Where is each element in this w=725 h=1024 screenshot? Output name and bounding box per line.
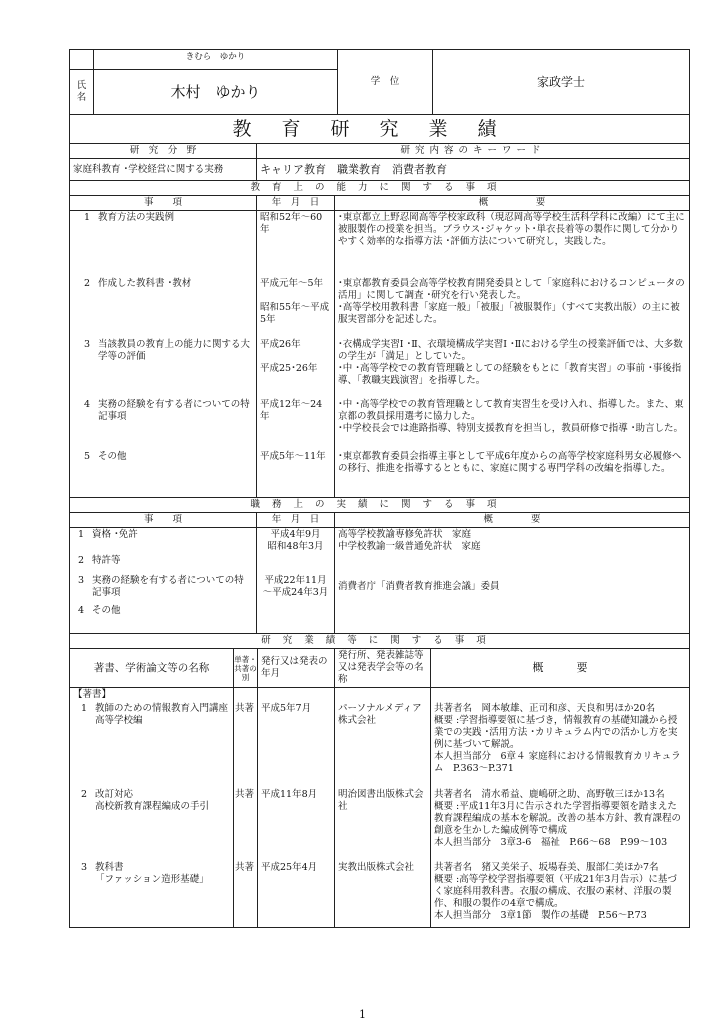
works-publishers-cell	[335, 688, 431, 928]
education-item: 4 実務の経験を有する者についての特記事項	[84, 399, 250, 422]
duties-section-title: 職務上の実績に関する事項	[70, 498, 690, 513]
duties-item: 2 特許等	[78, 555, 121, 566]
research-keywords: キャリア教育 職業教育 消費者教育	[257, 159, 690, 181]
education-date: 昭和52年～60年	[260, 212, 323, 235]
works-date: 平成25年4月	[261, 862, 318, 873]
education-summary: ･衣構成学実習Ⅰ ･Ⅱ、衣環境構成学実習Ⅰ ･Ⅱにおける学生の授業評価では、大多数の学生が「満足」としていた。	[338, 339, 683, 362]
name-label: 氏 名	[70, 70, 94, 115]
works-category: 【著書】	[73, 689, 112, 700]
education-date: 平成元年～5年	[260, 278, 324, 289]
duties-date: 平成22年11月 ～平成24年3月	[262, 575, 329, 598]
education-col-date: 年 月 日	[257, 196, 335, 211]
works-date: 平成5年7月	[261, 703, 312, 714]
works-type: 共著	[235, 789, 255, 800]
field-header: 研 究 分 野	[70, 144, 257, 159]
education-summary-cell	[335, 211, 690, 498]
education-col-summary: 概 要	[335, 196, 690, 211]
research-table	[69, 143, 690, 181]
education-summary: ･中学校長会では進路指導、特別支援教育を担当し，教員研修で指導 ･助言した。	[338, 423, 684, 434]
duties-dates-cell	[257, 528, 335, 634]
works-dates-cell	[258, 688, 335, 928]
education-dates-cell	[257, 211, 335, 498]
duties-date: 平成4年9月 昭和48年3月	[267, 529, 324, 552]
page-number: 1	[359, 1008, 366, 1021]
education-col-item: 事 項	[70, 196, 257, 211]
duties-item: 3 実務の経験を有する者についての特記事項	[78, 575, 244, 598]
duties-table	[69, 497, 690, 634]
education-date: 平成12年～24年	[260, 399, 323, 422]
education-table	[69, 180, 690, 498]
works-title: 1 教師のための情報教育入門講座 高等学校編	[81, 703, 238, 726]
duties-col-summary: 概 要	[335, 513, 690, 528]
full-name: 木村 ゆかり	[94, 70, 338, 115]
duties-items-cell	[70, 528, 257, 634]
works-types-cell	[234, 688, 258, 928]
education-date: 平成26年	[260, 339, 301, 350]
education-item: 3 当該教員の教育上の能力に関する大学等の評価	[84, 339, 251, 362]
education-item: 1 教育方法の実践例	[84, 212, 175, 223]
education-items-cell	[70, 211, 257, 498]
works-title: 2 改訂対応 高校新教育課程編成の手引	[81, 789, 210, 812]
education-summary: ･東京都教育委員会高等学校教育開発委員として「家庭科におけるコンピュータの活用」に関して調査 ･研究を行い発表した。	[338, 278, 685, 301]
works-section-title: 研究業績等に関する事項	[70, 634, 690, 649]
duties-item: 4 その他	[78, 605, 121, 616]
duties-summary-cell	[335, 528, 690, 634]
works-date: 平成11年8月	[261, 789, 318, 800]
page-title: 教育研究業績	[70, 115, 690, 144]
duties-summary: 消費者庁「消費者教育推進会議」委員	[338, 581, 500, 592]
works-title: 3 教科書 「ファッション造形基礎」	[81, 862, 209, 885]
works-summaries-cell	[431, 688, 690, 928]
education-section-title: 教育上の能力に関する事項	[70, 181, 690, 196]
works-summary: 共著者名 岡本敏雄、正司和彦、天良和男ほか20名 概要 :学習指導要領に基づき，情報教育の基礎知識から授業での実践 ･活用方法 ･カリキュラム内での活かし方を実例に基づいて解説。 本人担当部分 6章４ 家庭科における情報教育カリキュラム P.363～P.371	[434, 703, 681, 774]
works-publisher: パーソナルメディア株式会社	[338, 703, 422, 726]
education-summary: ･東京都教育委員会指導主事として平成6年度からの高等学校家庭科男女必履修への移行、推進を指導するとともに、家庭に関する専門学科の改編を指導した。	[338, 451, 682, 474]
works-col-title: 著書、学術論文等の名称	[70, 649, 234, 688]
furigana: きむら ゆかり	[94, 50, 338, 70]
works-col-type: 単著・共著の別	[234, 649, 258, 688]
education-summary: ･中 ･高等学校での教育管理職としての経験をもとに「教育実習」の事前 ･事後指導、「教職実践演習」を指導した。	[338, 363, 682, 386]
duties-col-date: 年 月 日	[257, 513, 335, 528]
duties-col-item: 事 項	[70, 513, 257, 528]
works-type: 共著	[235, 703, 255, 714]
duties-item: 1 資格 ･免許	[78, 529, 138, 540]
header-table	[69, 49, 690, 144]
cv-sheet	[69, 49, 690, 928]
works-publisher: 実教出版株式会社	[338, 862, 415, 873]
duties-summary: 高等学校教諭専修免許状 家庭 中学校教諭一級普通免許状 家庭	[338, 529, 481, 552]
education-summary: ･中 ･高等学校での教育管理職として教育実習生を受け入れ、指導した。また、東京都の教員採用選考に協力した。	[338, 399, 684, 422]
works-summary: 共著者名 清水希益、鹿嶋研之助、高野敬三ほか13名 概要 :平成11年3月に告示された学習指導要領を踏まえた教育課程編成の基本を解説。改善の基本方針、教育課程の創意を生かした編成例等で構成 本人担当部分 3章3-6 福祉 P.66～68 P.99～103	[434, 789, 682, 848]
education-date: 平成5年～11年	[260, 451, 326, 462]
education-summary: ･東京都立上野忍岡高等学校家政科（現忍岡高等学校生活科学科に改編）にて主に被服製作の授業を担当。ブラウス･ジャケット･単衣長着等の製作に関して分かりやすく効率的な指導方法 ･評価方法について研究し，実践した。	[338, 212, 685, 247]
education-date: 昭和55年～平成5年	[260, 302, 330, 325]
degree-label: 学 位	[338, 50, 433, 115]
works-col-date: 発行又は発表の年月	[258, 649, 335, 688]
education-item: 5 その他	[84, 451, 127, 462]
works-table	[69, 633, 690, 928]
works-col-publisher: 発行所、発表雑誌等又は発表学会等の名称	[335, 649, 431, 688]
research-field: 家庭科教育 ･学校経営に関する実務	[70, 159, 257, 181]
works-type: 共著	[235, 862, 255, 873]
empty-cell	[70, 50, 94, 70]
degree-value: 家政学士	[433, 50, 690, 115]
works-publisher: 明治図書出版株式会社	[338, 789, 424, 812]
education-summary: ･高等学校用教科書「家庭一般」「被服」「被服製作」（すべて実教出版）の主に被服実習部分を記述した。	[338, 302, 680, 325]
works-titles-cell	[70, 688, 238, 928]
works-summary: 共著者名 猪又美栄子、坂場春美、服部仁美ほか7名 概要 :高等学校学習指導要領（平成21年3月告示）に基づく家庭科用教科書。衣服の構成、衣服の素材、洋服の製作、和服の製作の4章で構成。 本人担当部分 3章1節 製作の基礎 P.56～P.73	[434, 862, 677, 921]
education-item: 2 作成した教科書 ･教材	[84, 278, 192, 289]
keyword-header: 研究内容のキーワード	[257, 144, 690, 159]
works-col-summary: 概 要	[431, 649, 690, 688]
education-date: 平成25･26年	[260, 363, 318, 374]
